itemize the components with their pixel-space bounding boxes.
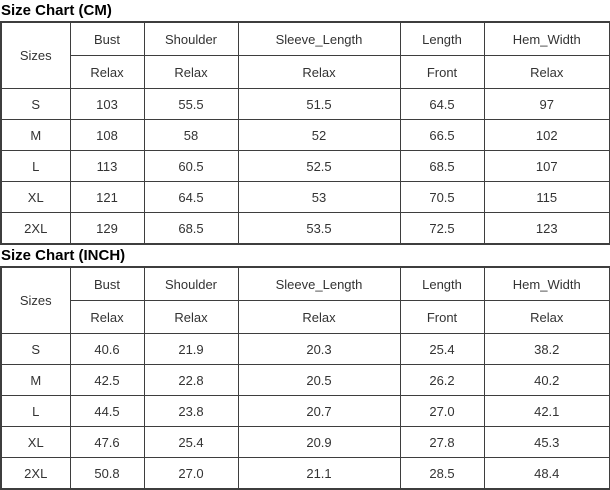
value-cell: 52.5 (238, 151, 400, 182)
size-cell: L (1, 396, 70, 427)
value-cell: 20.5 (238, 365, 400, 396)
value-cell: 47.6 (70, 427, 144, 458)
column-header-sleeve-length: Sleeve_Length (238, 267, 400, 301)
value-cell: 64.5 (144, 182, 238, 213)
table-row-s (1, 89, 610, 120)
table-row-l (1, 151, 610, 182)
value-cell: 129 (70, 213, 144, 245)
sizes-corner-cell: Sizes (1, 267, 70, 334)
column-header-hem-width: Hem_Width (484, 267, 610, 301)
table-row-2xl (1, 458, 610, 490)
header-row-labels (1, 267, 610, 301)
value-cell: 102 (484, 120, 610, 151)
size-cell: M (1, 365, 70, 396)
size-cell: 2XL (1, 213, 70, 245)
header-row-labels (1, 22, 610, 56)
size-cell: S (1, 89, 70, 120)
table-row-l (1, 396, 610, 427)
size-chart-cm-table (0, 21, 610, 245)
value-cell: 22.8 (144, 365, 238, 396)
value-cell: 20.9 (238, 427, 400, 458)
value-cell: 48.4 (484, 458, 610, 490)
table-row-m (1, 365, 610, 396)
column-subheader-shoulder: Relax (144, 301, 238, 334)
column-header-shoulder: Shoulder (144, 267, 238, 301)
size-cell: XL (1, 427, 70, 458)
value-cell: 68.5 (144, 213, 238, 245)
value-cell: 28.5 (400, 458, 484, 490)
value-cell: 107 (484, 151, 610, 182)
value-cell: 21.1 (238, 458, 400, 490)
column-header-bust: Bust (70, 267, 144, 301)
sizes-corner-cell: Sizes (1, 22, 70, 89)
value-cell: 23.8 (144, 396, 238, 427)
size-chart-inch-title: Size Chart (INCH) (1, 247, 126, 264)
table-row-xl (1, 427, 610, 458)
size-chart-inch-table (0, 266, 610, 490)
value-cell: 38.2 (484, 334, 610, 365)
column-header-length: Length (400, 22, 484, 56)
column-subheader-bust: Relax (70, 301, 144, 334)
value-cell: 21.9 (144, 334, 238, 365)
value-cell: 70.5 (400, 182, 484, 213)
value-cell: 20.3 (238, 334, 400, 365)
column-subheader-hem-width: Relax (484, 56, 610, 89)
column-header-hem-width: Hem_Width (484, 22, 610, 56)
column-subheader-shoulder: Relax (144, 56, 238, 89)
column-subheader-hem-width: Relax (484, 301, 610, 334)
value-cell: 66.5 (400, 120, 484, 151)
value-cell: 25.4 (400, 334, 484, 365)
size-cell: S (1, 334, 70, 365)
size-cell: M (1, 120, 70, 151)
column-subheader-sleeve-length: Relax (238, 301, 400, 334)
size-cell: XL (1, 182, 70, 213)
value-cell: 50.8 (70, 458, 144, 490)
value-cell: 27.8 (400, 427, 484, 458)
value-cell: 27.0 (144, 458, 238, 490)
table-row-m (1, 120, 610, 151)
value-cell: 45.3 (484, 427, 610, 458)
size-cell: L (1, 151, 70, 182)
value-cell: 25.4 (144, 427, 238, 458)
value-cell: 103 (70, 89, 144, 120)
value-cell: 42.5 (70, 365, 144, 396)
value-cell: 58 (144, 120, 238, 151)
value-cell: 53.5 (238, 213, 400, 245)
value-cell: 44.5 (70, 396, 144, 427)
value-cell: 68.5 (400, 151, 484, 182)
value-cell: 20.7 (238, 396, 400, 427)
column-header-bust: Bust (70, 22, 144, 56)
value-cell: 52 (238, 120, 400, 151)
value-cell: 123 (484, 213, 610, 245)
column-subheader-sleeve-length: Relax (238, 56, 400, 89)
value-cell: 42.1 (484, 396, 610, 427)
value-cell: 40.2 (484, 365, 610, 396)
value-cell: 97 (484, 89, 610, 120)
value-cell: 40.6 (70, 334, 144, 365)
value-cell: 55.5 (144, 89, 238, 120)
column-header-sleeve-length: Sleeve_Length (238, 22, 400, 56)
header-row-subtypes (1, 56, 610, 89)
column-subheader-length: Front (400, 56, 484, 89)
table-row-2xl (1, 213, 610, 245)
value-cell: 121 (70, 182, 144, 213)
value-cell: 113 (70, 151, 144, 182)
table-row-s (1, 334, 610, 365)
size-cell: 2XL (1, 458, 70, 490)
value-cell: 26.2 (400, 365, 484, 396)
value-cell: 51.5 (238, 89, 400, 120)
value-cell: 72.5 (400, 213, 484, 245)
column-header-length: Length (400, 267, 484, 301)
value-cell: 27.0 (400, 396, 484, 427)
value-cell: 64.5 (400, 89, 484, 120)
column-subheader-length: Front (400, 301, 484, 334)
value-cell: 108 (70, 120, 144, 151)
size-chart-inch-section (0, 245, 610, 490)
value-cell: 60.5 (144, 151, 238, 182)
header-row-subtypes (1, 301, 610, 334)
column-header-shoulder: Shoulder (144, 22, 238, 56)
column-subheader-bust: Relax (70, 56, 144, 89)
size-chart-cm-title: Size Chart (CM) (1, 2, 112, 19)
table-row-xl (1, 182, 610, 213)
value-cell: 53 (238, 182, 400, 213)
value-cell: 115 (484, 182, 610, 213)
